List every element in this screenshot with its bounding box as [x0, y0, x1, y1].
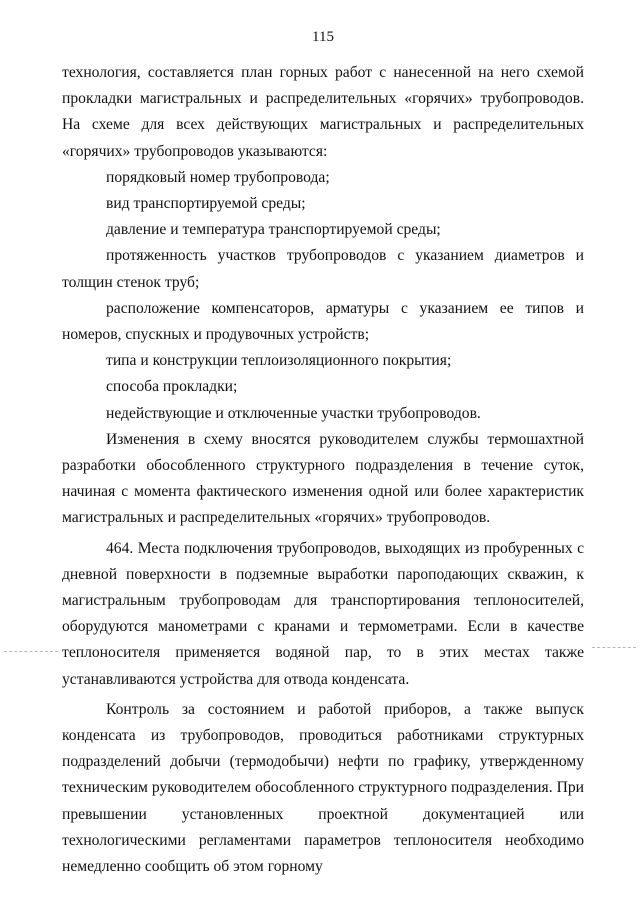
- list-item-pressure: давление и температура транспортируемой среды;: [106, 221, 441, 239]
- body-text: [62, 60, 584, 880]
- scan-artifact-left: [4, 651, 58, 653]
- paragraph-464: 464. Места подключения трубопроводов, выходящих из пробуренных с дневной поверхности в подземные выработки пароподающих скважин, к магистральным трубопроводам для транспортирования теплоносителей, оборудуются манометрами с кранами и термометрами. Если в качестве теплоносителя применяется водяной пар, то в этих местах также устанавливаются устройства для отвода конденсата.: [62, 539, 584, 688]
- scan-artifact-right: [592, 647, 636, 649]
- list-item-compensators: расположение компенсаторов, арматуры с указанием ее типов и номеров, спускных и продувочных устройств;: [62, 299, 584, 344]
- paragraph-control: Контроль за состоянием и работой приборов, а также выпуск конденсата из трубопроводов, проводиться работниками структурных подразделений добычи (термодобычи) нефти по графику, утвержденному техническим руководителем обособленного структурного подразделения. При превышении установленных проектной документацией или технологическими регламентами параметров теплоносителя необходимо немедленно сообщить об этом горному: [62, 700, 584, 876]
- paragraph-intro: технология, составляется план горных работ с нанесенной на него схемой прокладки магистральных и распределительных «горячих» трубопроводов. На схеме для всех действующих магистральных и распределительных «горячих» трубопроводов указываются:: [62, 64, 584, 160]
- list-item-laying: способа прокладки;: [106, 378, 238, 396]
- list-item-insulation: типа и конструкции теплоизоляционного покрытия;: [106, 352, 452, 370]
- paragraph-changes: Изменения в схему вносятся руководителем службы термошахтной разработки обособленного структурного подразделения в течение суток, начиная с момента фактического изменения одной или более характеристик магистральных и распределительных «горячих» трубопроводов.: [62, 430, 584, 527]
- page-number: 115: [312, 29, 334, 45]
- list-item-number: порядковый номер трубопровода;: [106, 168, 330, 186]
- list-item-length: протяженность участков трубопроводов с указанием диаметров и толщин стенок труб;: [62, 247, 584, 291]
- list-item-medium: вид транспортируемой среды;: [106, 195, 306, 213]
- list-item-inactive: недействующие и отключенные участки трубопроводов.: [106, 404, 481, 422]
